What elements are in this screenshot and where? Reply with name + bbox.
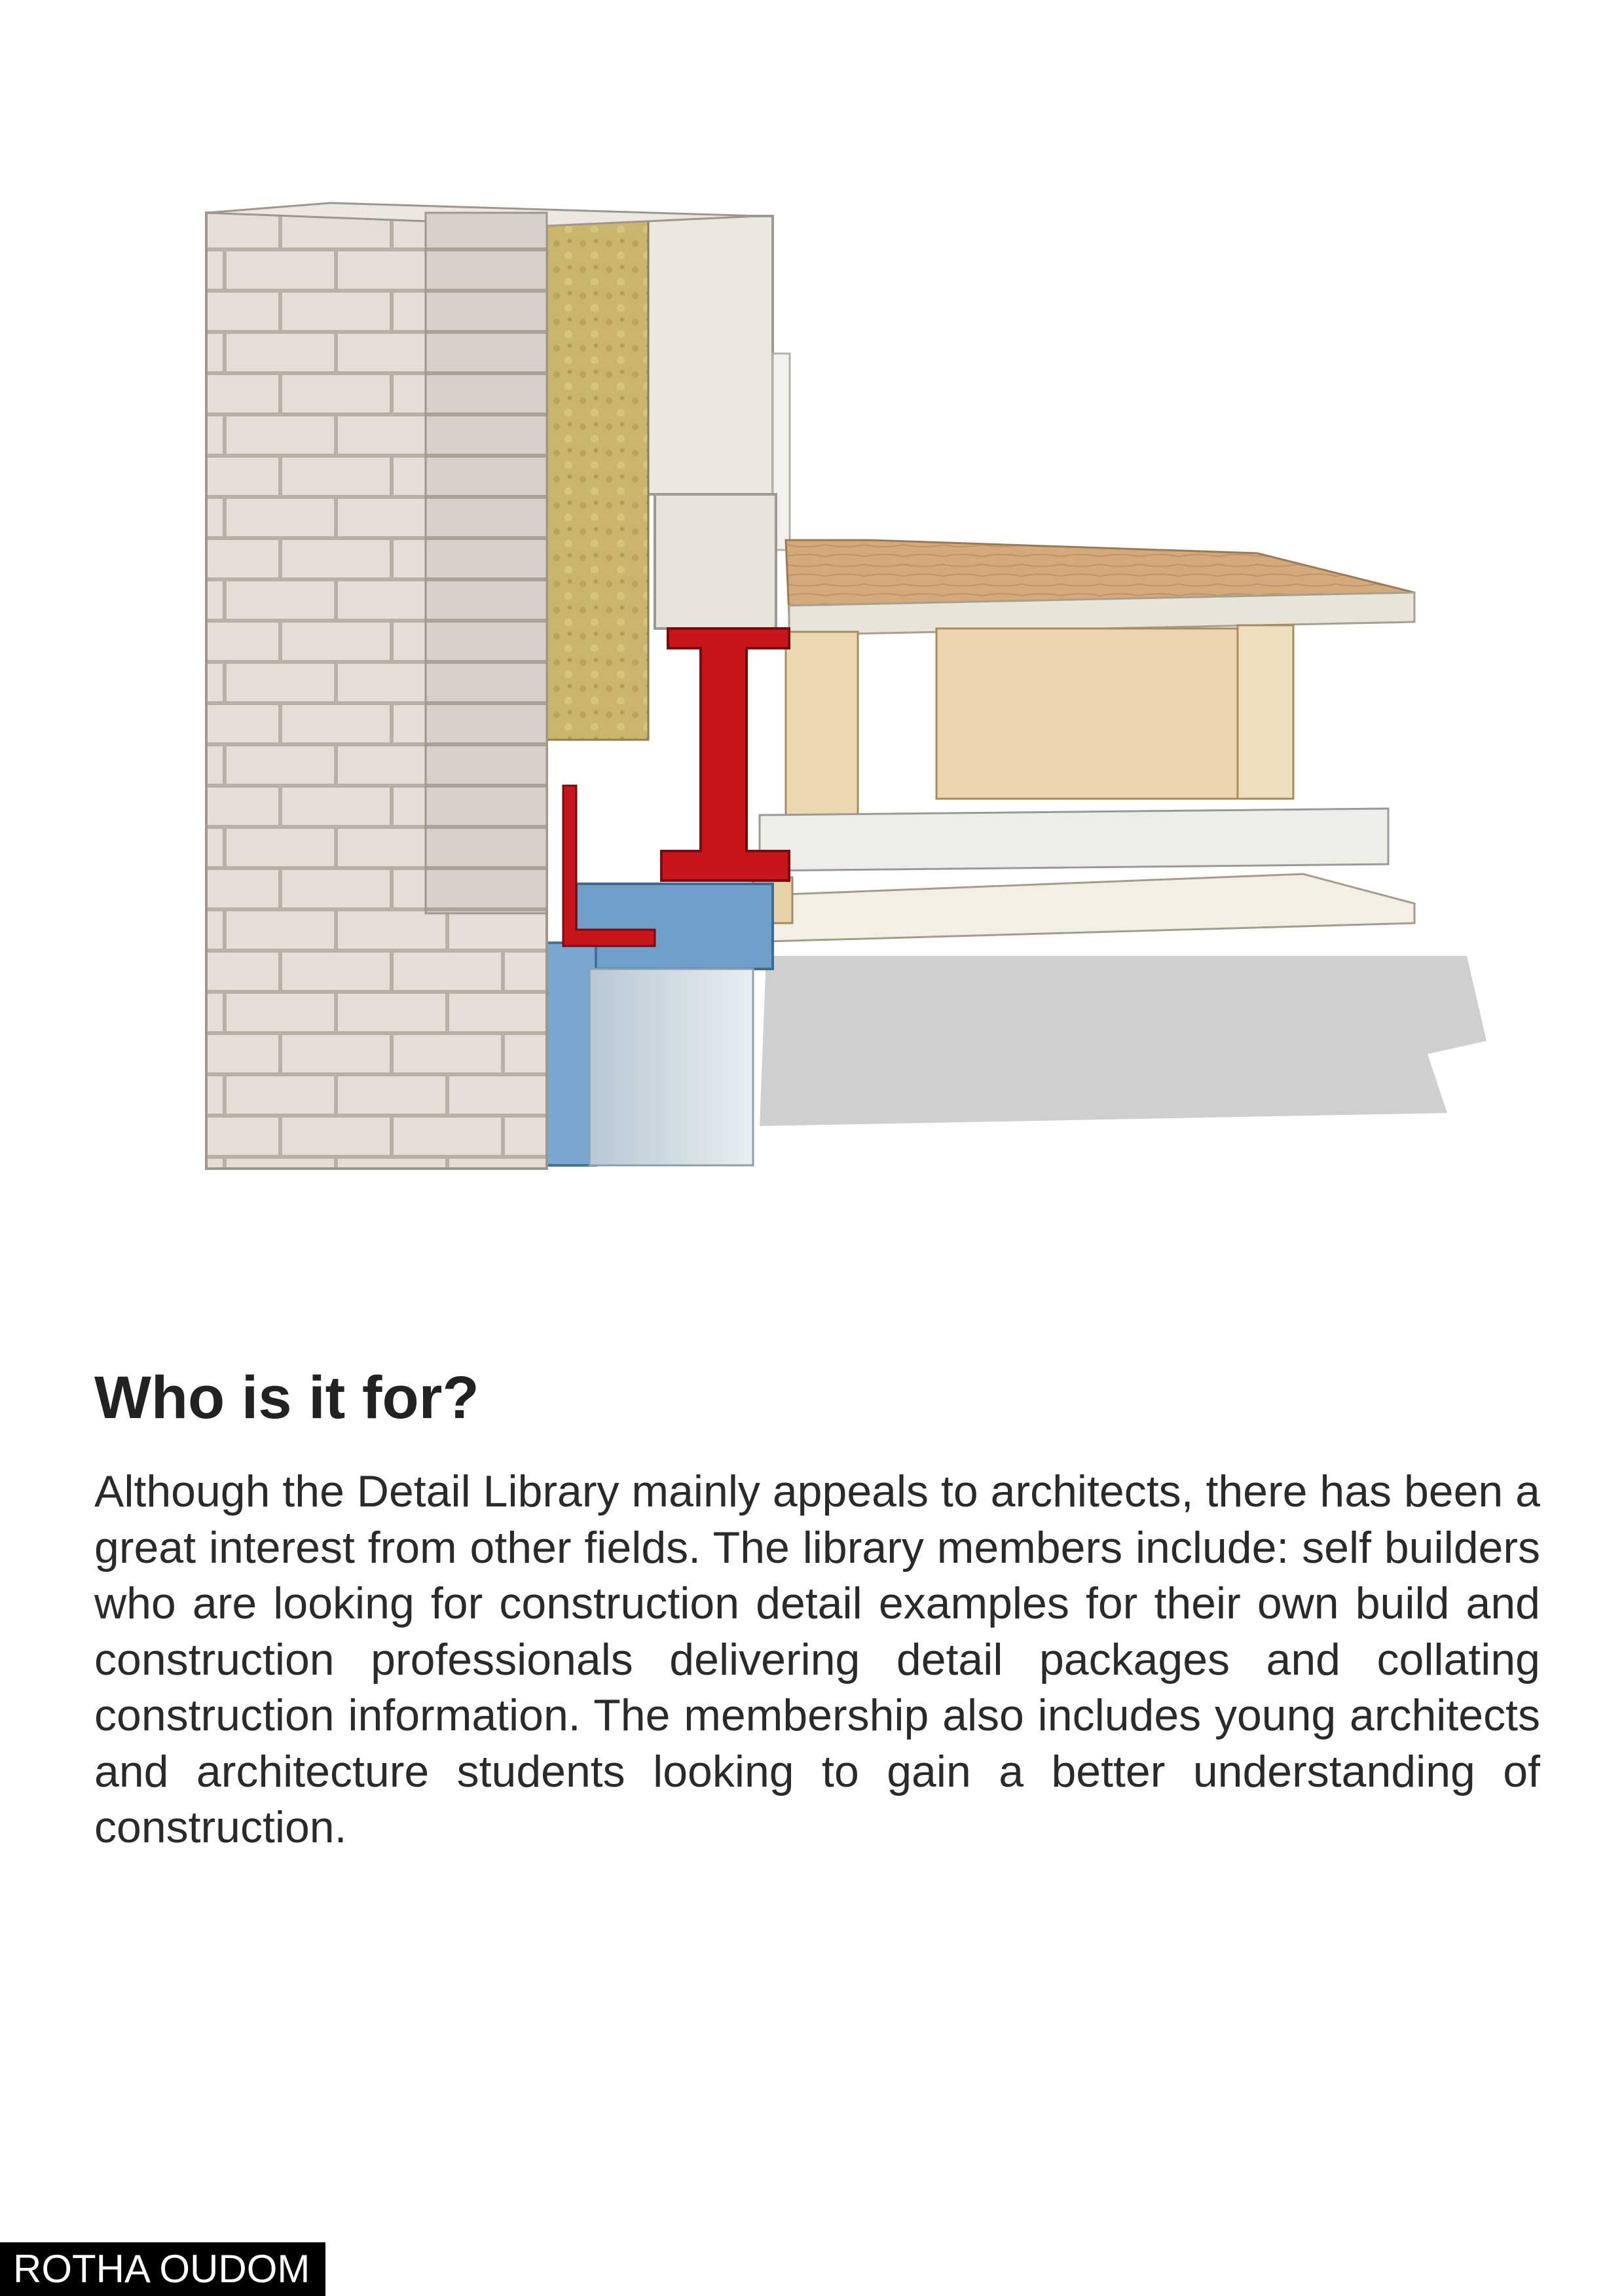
shadow	[760, 956, 1486, 1126]
timber-joist-small	[786, 632, 858, 815]
section-body: Although the Detail Library mainly appeals to architects, there has been a great interest from other fields. The library members include: self builders who are looking for construction detail examples for their own build and construction professionals delivering detail packages and collating construction information. The membership also includes young architects and architecture students looking to gain a better understanding of construction.	[94, 1467, 1540, 1852]
brick-return	[426, 213, 547, 913]
block-inner-leaf	[645, 216, 773, 494]
construction-detail-illustration	[196, 190, 1493, 1185]
window-glass	[589, 969, 753, 1165]
timber-joist-large	[936, 629, 1238, 799]
insulation-layer	[547, 219, 648, 740]
block-lower	[655, 494, 776, 629]
window-frame	[576, 884, 773, 969]
steel-deck	[760, 809, 1388, 871]
ceiling-board	[720, 874, 1414, 943]
author-tag: ROTHA OUDOM	[0, 2242, 325, 2296]
timber-joist-end	[1238, 625, 1293, 799]
section-heading: Who is it for?	[94, 1364, 479, 1431]
